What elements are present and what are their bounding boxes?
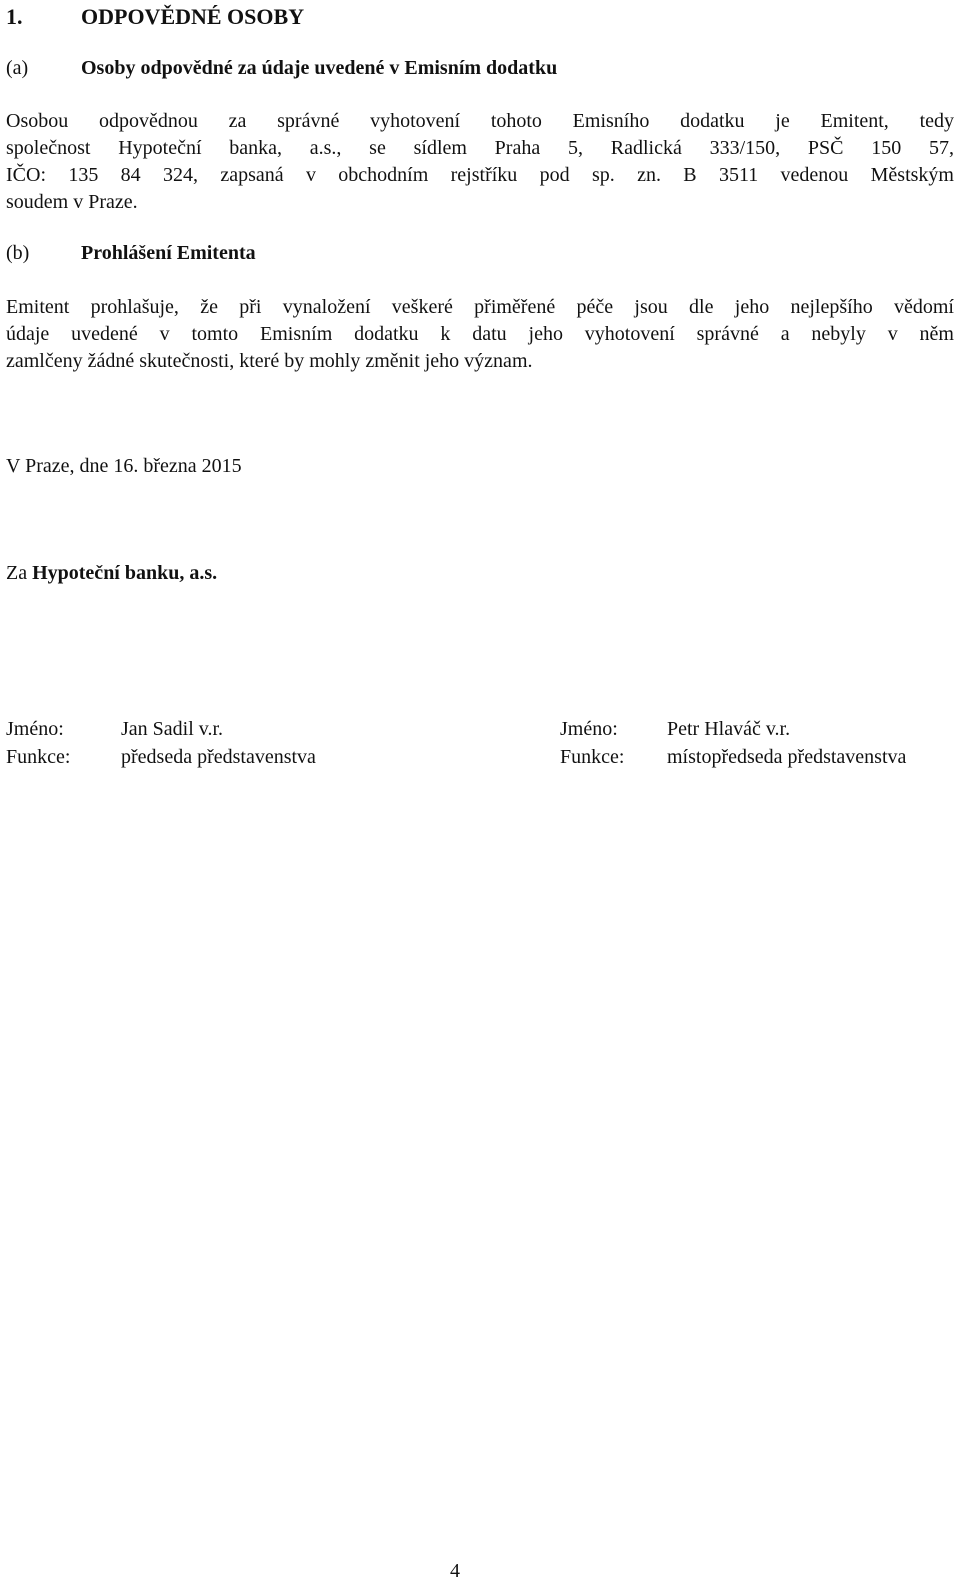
place-and-date: V Praze, dne 16. března 2015 — [6, 455, 242, 477]
company-name: Hypoteční banku, a.s. — [32, 562, 218, 584]
paragraph-line: Emitent prohlašuje, že při vynaložení veškeré přiměřené péče jsou dle jeho nejlepšího vědomí — [6, 296, 954, 318]
paragraph-line: IČO: 135 84 324, zapsaná v obchodním rejstříku pod sp. zn. B 3511 vedenou Městským — [6, 164, 954, 186]
signatory-1-role: předseda představenstva — [121, 746, 316, 768]
paragraph-line: údaje uvedené v tomto Emisním dodatku k datu jeho vyhotovení správné a nebyly v něm — [6, 323, 954, 345]
on-behalf-of — [6, 562, 217, 585]
on-behalf-prefix: Za — [6, 562, 33, 584]
subsection-b-title: Prohlášení Emitenta — [81, 242, 256, 264]
signatory-2-role-label: Funkce: — [560, 746, 625, 768]
signatory-2-role: místopředseda představenstva — [667, 746, 907, 768]
subsection-a-title: Osoby odpovědné za údaje uvedené v Emisním dodatku — [81, 57, 558, 79]
page-number: 4 — [450, 1560, 460, 1582]
responsible-persons-paragraph — [6, 108, 954, 216]
section-number: 1. — [6, 4, 23, 29]
paragraph-line: Osobou odpovědnou za správné vyhotovení tohoto Emisního dodatku je Emitent, tedy — [6, 110, 954, 132]
paragraph-line: zamlčeny žádné skutečnosti, které by mohly změnit jeho význam. — [6, 350, 533, 372]
signatory-2-name-label: Jméno: — [560, 718, 618, 740]
signatory-2-name: Petr Hlaváč v.r. — [667, 718, 791, 740]
signatory-1-name-label: Jméno: — [6, 718, 64, 740]
signatory-1-role-label: Funkce: — [6, 746, 71, 768]
issuer-declaration-paragraph — [6, 294, 954, 375]
paragraph-line: společnost Hypoteční banka, a.s., se sídlem Praha 5, Radlická 333/150, PSČ 150 57, — [6, 137, 954, 159]
signatory-1-name: Jan Sadil v.r. — [121, 718, 224, 740]
section-title: ODPOVĚDNÉ OSOBY — [81, 4, 305, 29]
subsection-b-label: (b) — [6, 242, 30, 264]
paragraph-line: soudem v Praze. — [6, 191, 138, 213]
subsection-a-label: (a) — [6, 57, 29, 79]
